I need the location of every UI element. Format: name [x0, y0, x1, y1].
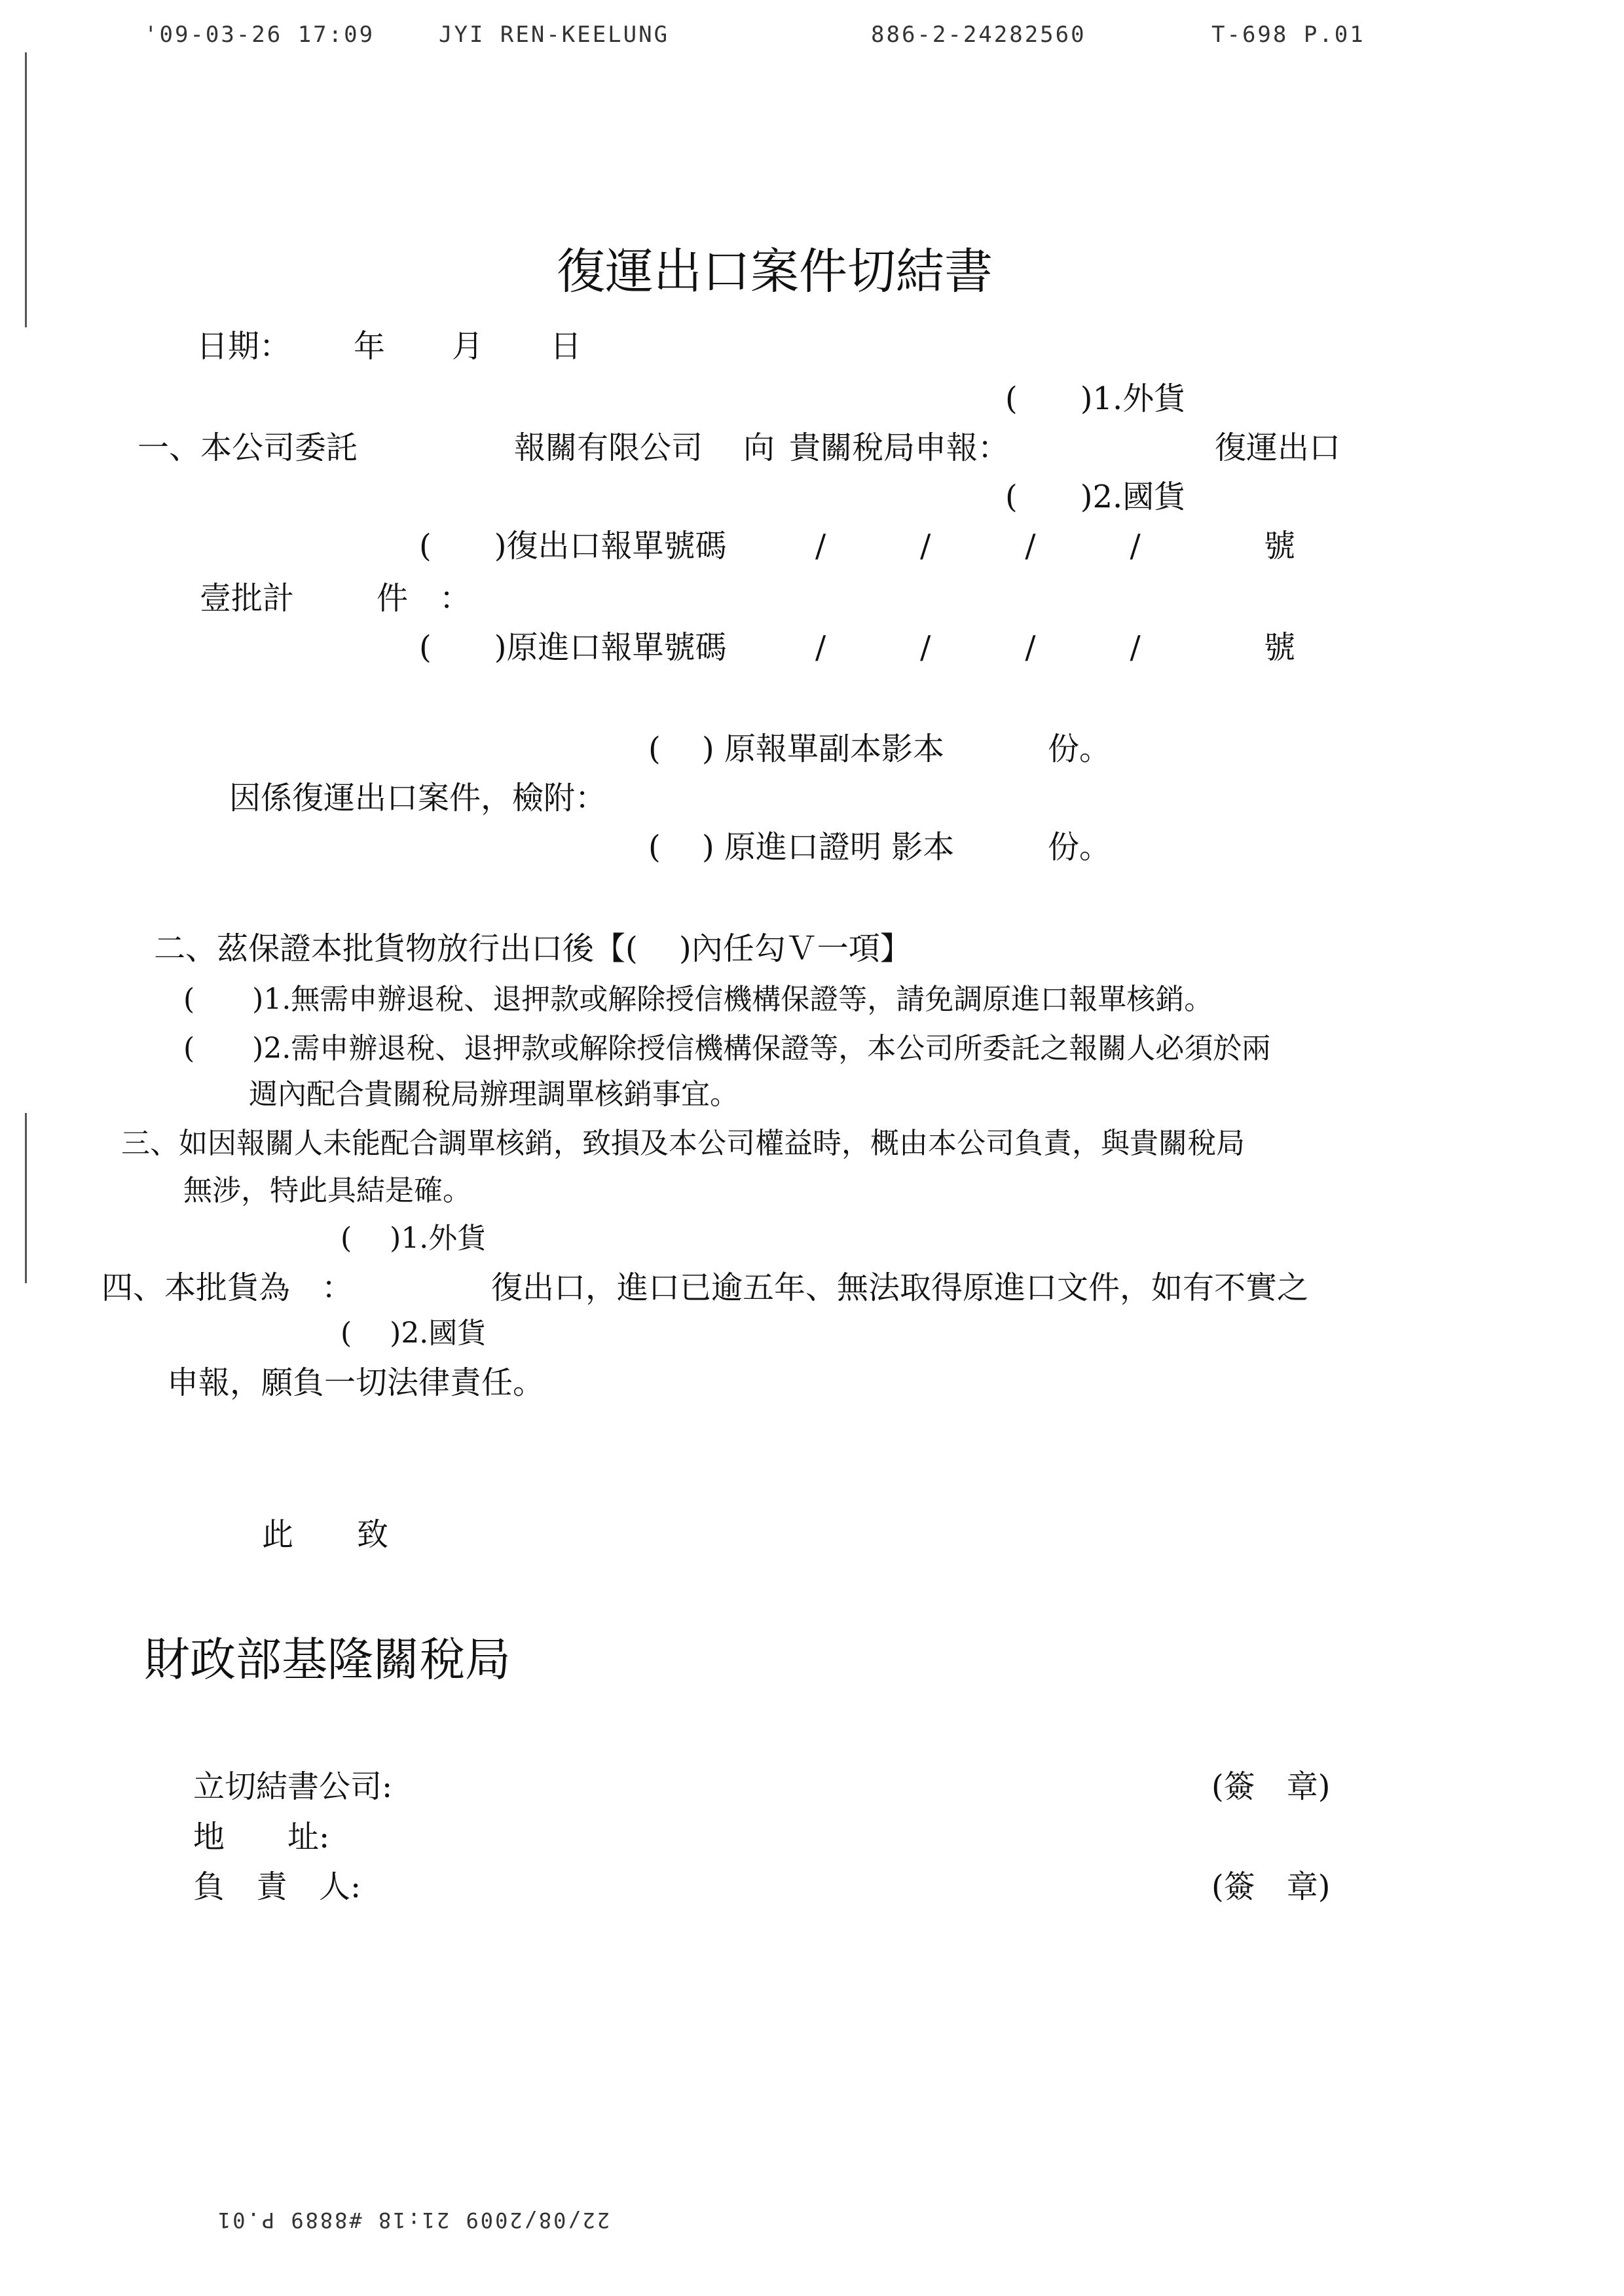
section3-line1: 三、如因報關人未能配合調單核銷，致損及本公司權益時，概由本公司負責，與貴關稅局: [121, 1127, 1245, 1160]
fax-page-info: T-698 P.01: [1211, 22, 1365, 48]
section1-prefix: 一、本公司委託: [138, 429, 358, 466]
fax-footer: 22/08/2009 21:18 #8889 P.01: [216, 2208, 610, 2232]
batch-total: 壹批計: [200, 580, 295, 617]
salutation-ci: 此: [262, 1516, 294, 1553]
section3-line2: 無涉，特此具結是確。: [183, 1174, 471, 1207]
customs-office: 貴關稅局申報：: [789, 429, 1010, 466]
goods-option-domestic: ( )2.國貨: [1005, 479, 1186, 515]
goods-option-foreign: ( )1.外貨: [1005, 380, 1186, 417]
attachment-unit: 份。: [1048, 829, 1111, 866]
section2-heading: 二、茲保證本批貨物放行出口後【( )內任勾Ｖ一項】: [154, 930, 912, 967]
fax-datetime: '09-03-26 17:09: [144, 22, 375, 48]
section4-prefix: 四、本批貨為 ：: [101, 1269, 354, 1306]
date-year: 年: [354, 328, 386, 365]
fax-sender: JYI REN-KEELUNG: [439, 22, 670, 48]
section4-option-foreign: ( )1.外貨: [341, 1222, 487, 1255]
page-edge-mark: [25, 1113, 27, 1283]
company-label: 立切結書公司:: [193, 1768, 393, 1805]
section4-text: 復出口，進口已逾五年、無法取得原進口文件，如有不實之: [491, 1269, 1309, 1306]
date-day: 日: [550, 328, 582, 365]
customs-broker: 報關有限公司: [514, 429, 703, 466]
section4-option-domestic: ( )2.國貨: [341, 1317, 487, 1350]
declaration-purpose: 復運出口: [1215, 429, 1341, 466]
attachment-declaration-copy: ( ) 原報單副本影本: [648, 731, 944, 767]
number-suffix: 號: [1264, 528, 1296, 564]
declaration-slashes: / / / /: [815, 528, 1141, 564]
stamp-placeholder: (簽 章): [1211, 1768, 1331, 1805]
attachments-lead: 因係復運出口案件，檢附：: [229, 780, 607, 816]
section2-option1: ( )1.無需申辦退稅、退押款或解除授信機構保證等，請免調原進口報單核銷。: [183, 983, 1213, 1016]
section2-option2: ( )2.需申辦退稅、退押款或解除授信機構保證等，本公司所委託之報關人必須於兩: [183, 1032, 1271, 1065]
fax-number: 886-2-24282560: [871, 22, 1086, 48]
section4-closing: 申報，願負一切法律責任。: [167, 1364, 545, 1401]
section2-option2-continued: 週內配合貴關稅局辦理調單核銷事宜。: [249, 1078, 739, 1111]
date-label: 日期：: [196, 328, 291, 365]
number-suffix: 號: [1264, 629, 1296, 666]
address-label: 地 址:: [193, 1819, 330, 1855]
attachment-import-proof: ( ) 原進口證明 影本: [648, 829, 955, 866]
page-edge-mark: [25, 52, 27, 327]
responsible-person-label: 負 責 人:: [193, 1868, 361, 1905]
to-word: 向: [743, 429, 775, 466]
declaration-slashes: / / / /: [815, 629, 1141, 666]
pieces-label: 件 ：: [377, 580, 471, 617]
import-declaration-number: ( )原進口報單號碼: [419, 629, 727, 666]
stamp-placeholder: (簽 章): [1211, 1868, 1331, 1905]
date-month: 月: [452, 328, 484, 365]
salutation-zhi: 致: [357, 1516, 389, 1553]
reexport-declaration-number: ( )復出口報單號碼: [419, 528, 727, 564]
document-title: 復運出口案件切結書: [557, 244, 993, 300]
recipient-office: 財政部基隆關稅局: [144, 1633, 511, 1686]
attachment-unit: 份。: [1048, 731, 1111, 767]
